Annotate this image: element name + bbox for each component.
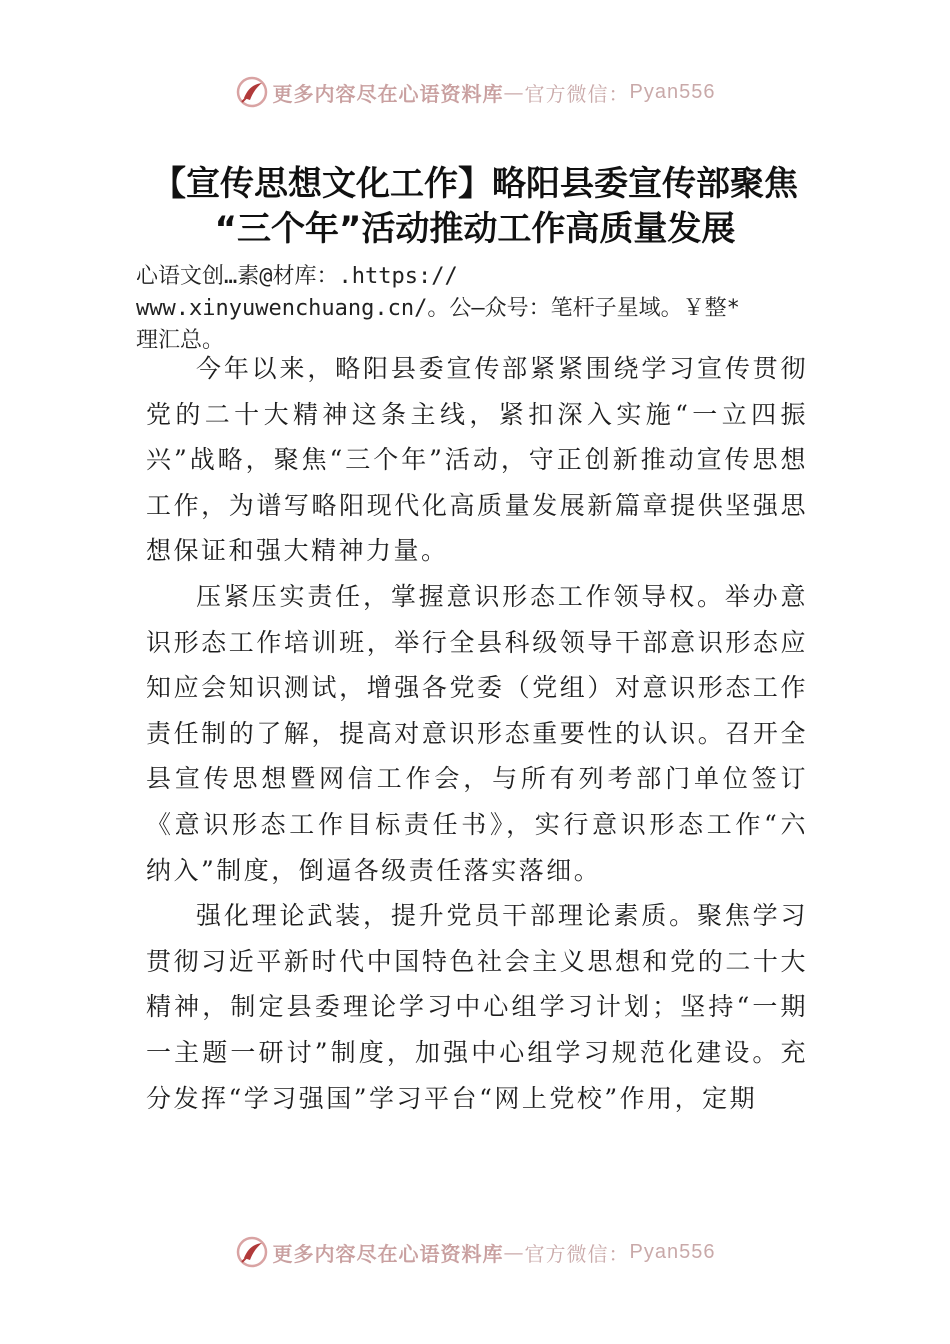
- title-line-2: “三个年”活动推动工作高质量发展: [214, 209, 736, 249]
- paragraph-theory: 强化理论武装，提升党员干部理论素质。聚焦学习贯彻习近平新时代中国特色社会主义思想和党的二十大精神，制定县委理论学习中心组学习计划；坚持“一期一主题一研讨”制度，加强中心组学习规范化建设。充分发挥“学习强国”学习平台“网上党校”作用，定期: [146, 901, 808, 1113]
- document-body: [146, 346, 808, 1121]
- watermark-brand-text: 更多内容尽在心语资料库: [272, 1241, 504, 1266]
- watermark-brand-text: 更多内容尽在心语资料库: [272, 81, 504, 106]
- source-line-3: 理汇总。: [136, 328, 225, 353]
- paragraph-intro: 今年以来，略阳县委宣传部紧紧围绕学习宣传贯彻党的二十大精神这条主线，紧扣深入实施“一立四振兴”战略，聚焦“三个年”活动，守正创新推动宣传思想工作，为谱写略阳现代化高质量发展新篇章提供坚强思想保证和强大精神力量。: [146, 354, 808, 566]
- watermark-wechat-id: Pyan556: [629, 1240, 716, 1263]
- watermark-dash: —: [503, 1240, 525, 1264]
- paragraph-responsibility: 压紧压实责任，掌握意识形态工作领导权。举办意识形态工作培训班，举行全县科级领导干部意识形态应知应会知识测试，增强各党委（党组）对意识形态工作责任制的了解，提高对意识形态重要性的认识。召开全县宣传思想暨网信工作会，与所有列考部门单位签订《意识形态工作目标责任书》，实行意识形态工作“六纳入”制度，倒逼各级责任落实落细。: [146, 581, 808, 885]
- brand-logo-icon: [235, 1235, 269, 1269]
- watermark-wechat-id: Pyan556: [629, 80, 716, 103]
- title-line-1: 【宣传思想文化工作】略阳县委宣传部聚焦: [152, 164, 798, 204]
- source-line-1: 心语文创…素@材库：.https://: [136, 264, 458, 289]
- watermark-banner-top: [0, 72, 950, 112]
- source-line-2: www.xinyuwenchuang.cn/。公—众号：笔杆子星域。￥整*: [136, 296, 740, 321]
- watermark-banner-bottom: [0, 1232, 950, 1272]
- source-note: [136, 261, 836, 357]
- watermark-wechat-label: 官方微信：: [524, 81, 630, 106]
- brand-logo-icon: [235, 75, 269, 109]
- document-title: [60, 162, 890, 252]
- watermark-dash: —: [503, 80, 525, 104]
- watermark-wechat-label: 官方微信：: [524, 1241, 630, 1266]
